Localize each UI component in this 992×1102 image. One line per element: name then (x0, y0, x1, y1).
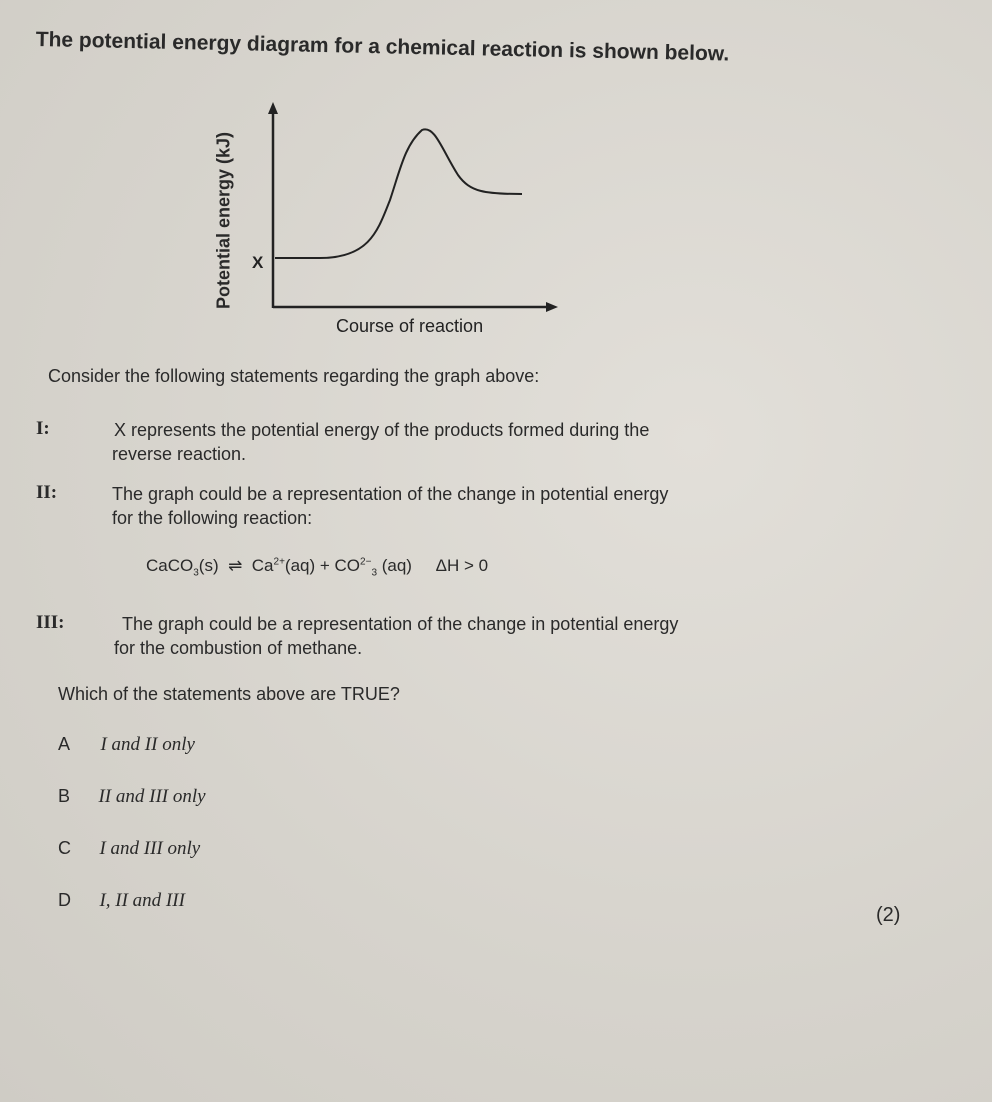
statement-2-number: II: (36, 482, 58, 503)
option-a-letter: A (58, 734, 71, 754)
equilibrium-arrow-icon: ⇌ (228, 556, 243, 575)
statements-intro: Consider the following statements regarding the graph above: (48, 366, 540, 386)
option-c-text: I and III only (99, 838, 201, 859)
marks-allocation: (2) (876, 904, 901, 926)
diagram-svg (200, 90, 580, 340)
equation-enthalpy: ΔH > 0 (435, 556, 489, 575)
chemical-equation (146, 556, 488, 578)
option-d-text: I, II and III (99, 890, 185, 911)
statement-1-number: I: (36, 418, 50, 439)
option-d[interactable] (58, 890, 185, 912)
energy-curve (275, 129, 522, 258)
statement-1-line-2: reverse reaction. (112, 444, 247, 464)
equation-ion-2: CO (334, 556, 361, 575)
statement-1-line-1: X represents the potential energy of the products formed during the (114, 420, 650, 440)
equation-ion-2-charge: 2− (360, 556, 372, 568)
option-a[interactable] (58, 734, 195, 756)
statement-3-line-2: for the combustion of methane. (114, 638, 363, 658)
question-prompt: Which of the statements above are TRUE? (58, 684, 400, 704)
option-b-letter: B (58, 786, 71, 806)
equation-ion-1: Ca (251, 556, 274, 575)
x-axis-label: Course of reaction (336, 316, 484, 336)
option-b-text: II and III only (98, 786, 206, 807)
potential-energy-diagram (200, 90, 580, 340)
equation-ion-1-state: (aq) + (284, 556, 335, 575)
option-d-letter: D (58, 890, 71, 910)
y-axis-arrow-icon (268, 102, 278, 114)
statement-2-line-2: for the following reaction: (112, 508, 313, 528)
option-c-letter: C (58, 838, 71, 858)
question-title: The potential energy diagram for a chemical reaction is shown below. (35, 28, 730, 66)
equation-reactant-state: (s) (198, 556, 219, 575)
equation-ion-2-subscript: 3 (371, 567, 377, 579)
statement-3-number: III: (36, 612, 65, 633)
statement-3-line-1: The graph could be a representation of the change in potential energy (122, 614, 679, 634)
y-axis-label: Potential energy (kJ) (213, 131, 234, 310)
equation-reactant-subscript: 3 (193, 567, 199, 579)
option-b[interactable] (58, 786, 206, 808)
point-x-label: X (252, 253, 264, 272)
option-a-text: I and II only (100, 734, 195, 755)
equation-ion-1-charge: 2+ (273, 556, 285, 568)
statement-2-line-1: The graph could be a representation of the change in potential energy (112, 484, 669, 504)
option-c[interactable] (58, 838, 200, 860)
equation-reactant: CaCO (146, 556, 194, 575)
equation-ion-2-state: (aq) (377, 556, 412, 575)
x-axis-arrow-icon (546, 302, 558, 312)
